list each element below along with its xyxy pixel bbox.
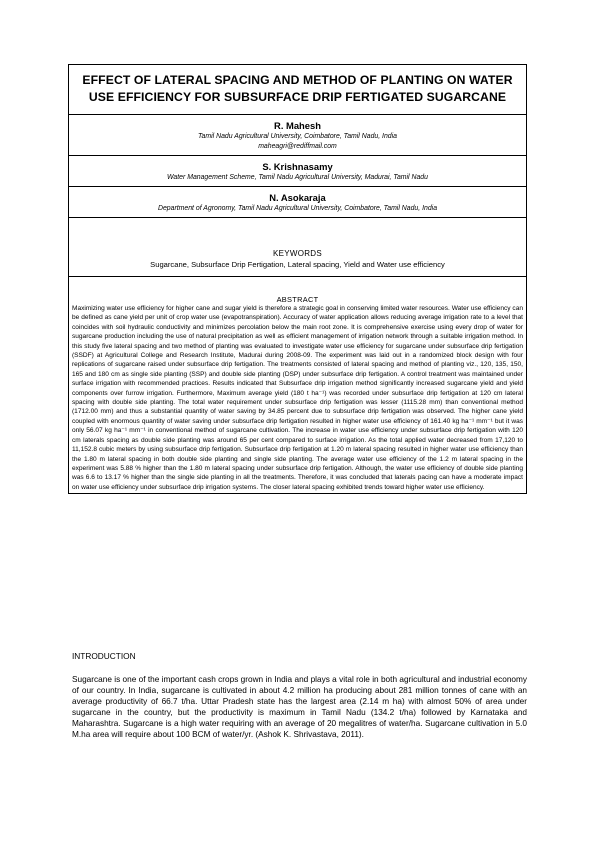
author-block-3 — [69, 187, 526, 218]
abstract-text: Maximizing water use efficiency for higher cane and sugar yield is therefore a strategic goal in conserving limited water resources. Water use efficiency can be defined as cane yield per unit of crop water use (evapotranspiration). Accuracy of water application allows reducing average irrigation rate to a level that coincides with soil hydraulic conductivity and minimizes percolation below the main root zone. It is comprehensive exercise using every drop of water for sugarcane production including the use of natural precipitation as well as efficient management of irrigation network through a suitable irrigation method. In this study five lateral spacing and two method of planting was evaluated to investigate water use efficiency for sugarcane under subsurface drip fertigation (SSDF) at Agricultural College and Research Institute, Madurai during 2008-09. The experiment was laid out in a randomized block design with four replications of sugarcane raised under subsurface drip fertigation. The treatments consisted of lateral spacing and method of planting viz., 120, 135, 150, 165 and 180 cm as single side planting (SSP) and double side planting (DSP) under subsurface drip fertigation. A control treatment was maintained under surface irrigation with recommended practices. Results indicated that Subsurface drip irrigation method significantly increased sugarcane yield and yield components over furrow irrigation. Furthermore, Maximum average yield (180 t ha⁻¹) was recorded under subsurface drip fertigation at 120 cm lateral spacing with double side planting. The total water requirement under subsurface drip fertigation was lesser (1115.28 mm) than conventional method (1712.00 mm) and thus a substantial quantity of water saving by 34.85 percent due to subsurface drip fertigation was observed. The higher cane yield coupled with enormous quantity of water saving under subsurface drip fertigation resulted in higher water use efficiency of 161.40 kg ha⁻¹ mm⁻¹ but it was only 56.07 kg ha⁻¹ mm⁻¹ in conventional method of sugarcane cultivation. The increase in water use efficiency under subsurface drip fertigation with 120 cm laterals spacing as double side planting was around 65 per cent compared to surface irrigation. As the total applied water decreased from 17,120 to 11,152.8 cubic meters by using subsurface drip fertigation. Subsurface drip fertigation at 1.20 m lateral spacing resulted in higher water use efficiency than the 1.80 m lateral spacing in both double side planting and single side planting. The average water use efficiency of the 1.2 m lateral spacing in the experiment was 5.88 % higher than the 1.80 m lateral spacing under subsurface drip fertigation. Although, the water use efficiency of double side planting was 6.6 to 13.17 % higher than the single side planting in all the treatments. Therefore, it was concluded that laterals pacing can have a moderate impact on water use efficiency under subsurface drip irrigation systems. The closer lateral spacing exhibited trends toward higher water use efficiency. — [72, 305, 523, 491]
title-box — [69, 65, 526, 115]
keywords-heading: KEYWORDS — [272, 249, 323, 258]
author-affiliation: Water Management Scheme, Tamil Nadu Agricultural University, Madurai, Tamil Nadu — [167, 174, 428, 181]
introduction-heading: INTRODUCTION — [72, 651, 136, 661]
author-affiliation: Department of Agronomy, Tamil Nadu Agricultural University, Coimbatore, Tamil Nadu, India — [157, 205, 438, 212]
author-affiliation: Tamil Nadu Agricultural University, Coimbatore, Tamil Nadu, India — [197, 133, 397, 140]
introduction-text: Sugarcane is one of the important cash crops grown in India and plays a vital role in both agricultural and industrial economy of our country. In India, sugarcane is cultivated in about 4.2 million ha producing about 281 million tonnes of cane with an average productivity of 66.7 t/ha. Uttar Pradesh state has the largest area (2.14 m ha) with almost 50% of area under sugarcane in the country, but the productivity is maximum in Tamil Nadu (134.2 t/ha) followed by Karnataka and Maharashtra. Sugarcane is a high water requiring with an average of 20 megalitres of water/ha. Sugarcane cultivation in 5.0 M.ha area will require about 100 BCM of water/yr. (Ashok K. Shrivastava, 2011). — [72, 675, 527, 740]
keywords-text: Sugarcane, Subsurface Drip Fertigation, Lateral spacing, Yield and Water use efficiency — [150, 260, 445, 269]
author-block-1 — [69, 115, 526, 156]
author-email: maheagri@rediffmail.com — [258, 143, 337, 150]
paper-title: EFFECT OF LATERAL SPACING AND METHOD OF PLANTING ON WATER USE EFFICIENCY FOR SUBSURFACE DRIP FERTIGATED SUGARCANE — [82, 73, 513, 104]
author-block-2 — [69, 156, 526, 187]
title-frame — [68, 64, 527, 494]
author-name: N. Asokaraja — [269, 192, 326, 203]
abstract-heading: ABSTRACT — [276, 295, 319, 304]
author-name: R. Mahesh — [274, 120, 321, 131]
keywords-box — [69, 218, 526, 277]
abstract-box — [69, 277, 526, 493]
author-name: S. Krishnasamy — [262, 161, 333, 172]
